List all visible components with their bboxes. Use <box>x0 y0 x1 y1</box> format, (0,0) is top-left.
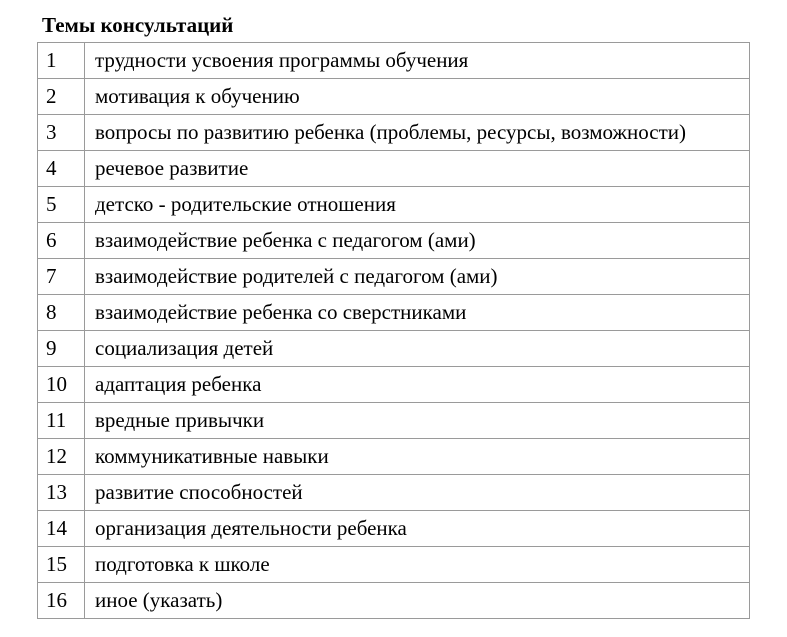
topic-text: трудности усвоения программы обучения <box>85 43 750 79</box>
topic-text: речевое развитие <box>85 151 750 187</box>
topic-text: социализация детей <box>85 331 750 367</box>
table-row <box>38 511 750 547</box>
row-number: 1 <box>38 43 85 79</box>
topic-text: вопросы по развитию ребенка (проблемы, ресурсы, возможности) <box>85 115 750 151</box>
table-row <box>38 259 750 295</box>
row-number: 6 <box>38 223 85 259</box>
topic-text: вредные привычки <box>85 403 750 439</box>
table-row <box>38 439 750 475</box>
table-row <box>38 331 750 367</box>
row-number: 10 <box>38 367 85 403</box>
row-number: 11 <box>38 403 85 439</box>
row-number: 3 <box>38 115 85 151</box>
topic-text: коммуникативные навыки <box>85 439 750 475</box>
row-number: 7 <box>38 259 85 295</box>
row-number: 15 <box>38 547 85 583</box>
topic-text: развитие способностей <box>85 475 750 511</box>
topic-text: мотивация к обучению <box>85 79 750 115</box>
topic-text: иное (указать) <box>85 583 750 619</box>
row-number: 2 <box>38 79 85 115</box>
topic-text: взаимодействие родителей с педагогом (ами) <box>85 259 750 295</box>
consultation-topics-table <box>37 42 750 619</box>
table-row <box>38 475 750 511</box>
table-row <box>38 295 750 331</box>
table-row <box>38 187 750 223</box>
table-row <box>38 151 750 187</box>
topic-text: подготовка к школе <box>85 547 750 583</box>
table-row <box>38 403 750 439</box>
row-number: 13 <box>38 475 85 511</box>
table-row <box>38 583 750 619</box>
table-row <box>38 223 750 259</box>
topic-text: адаптация ребенка <box>85 367 750 403</box>
topic-text: организация деятельности ребенка <box>85 511 750 547</box>
row-number: 9 <box>38 331 85 367</box>
topic-text: детско - родительские отношения <box>85 187 750 223</box>
table-row <box>38 547 750 583</box>
table-row <box>38 79 750 115</box>
table-row <box>38 43 750 79</box>
table-body <box>38 43 750 619</box>
row-number: 12 <box>38 439 85 475</box>
row-number: 8 <box>38 295 85 331</box>
table-row <box>38 115 750 151</box>
row-number: 16 <box>38 583 85 619</box>
topic-text: взаимодействие ребенка со сверстниками <box>85 295 750 331</box>
row-number: 4 <box>38 151 85 187</box>
page-title: Темы консультаций <box>42 13 234 37</box>
table-row <box>38 367 750 403</box>
topic-text: взаимодействие ребенка с педагогом (ами) <box>85 223 750 259</box>
row-number: 5 <box>38 187 85 223</box>
row-number: 14 <box>38 511 85 547</box>
